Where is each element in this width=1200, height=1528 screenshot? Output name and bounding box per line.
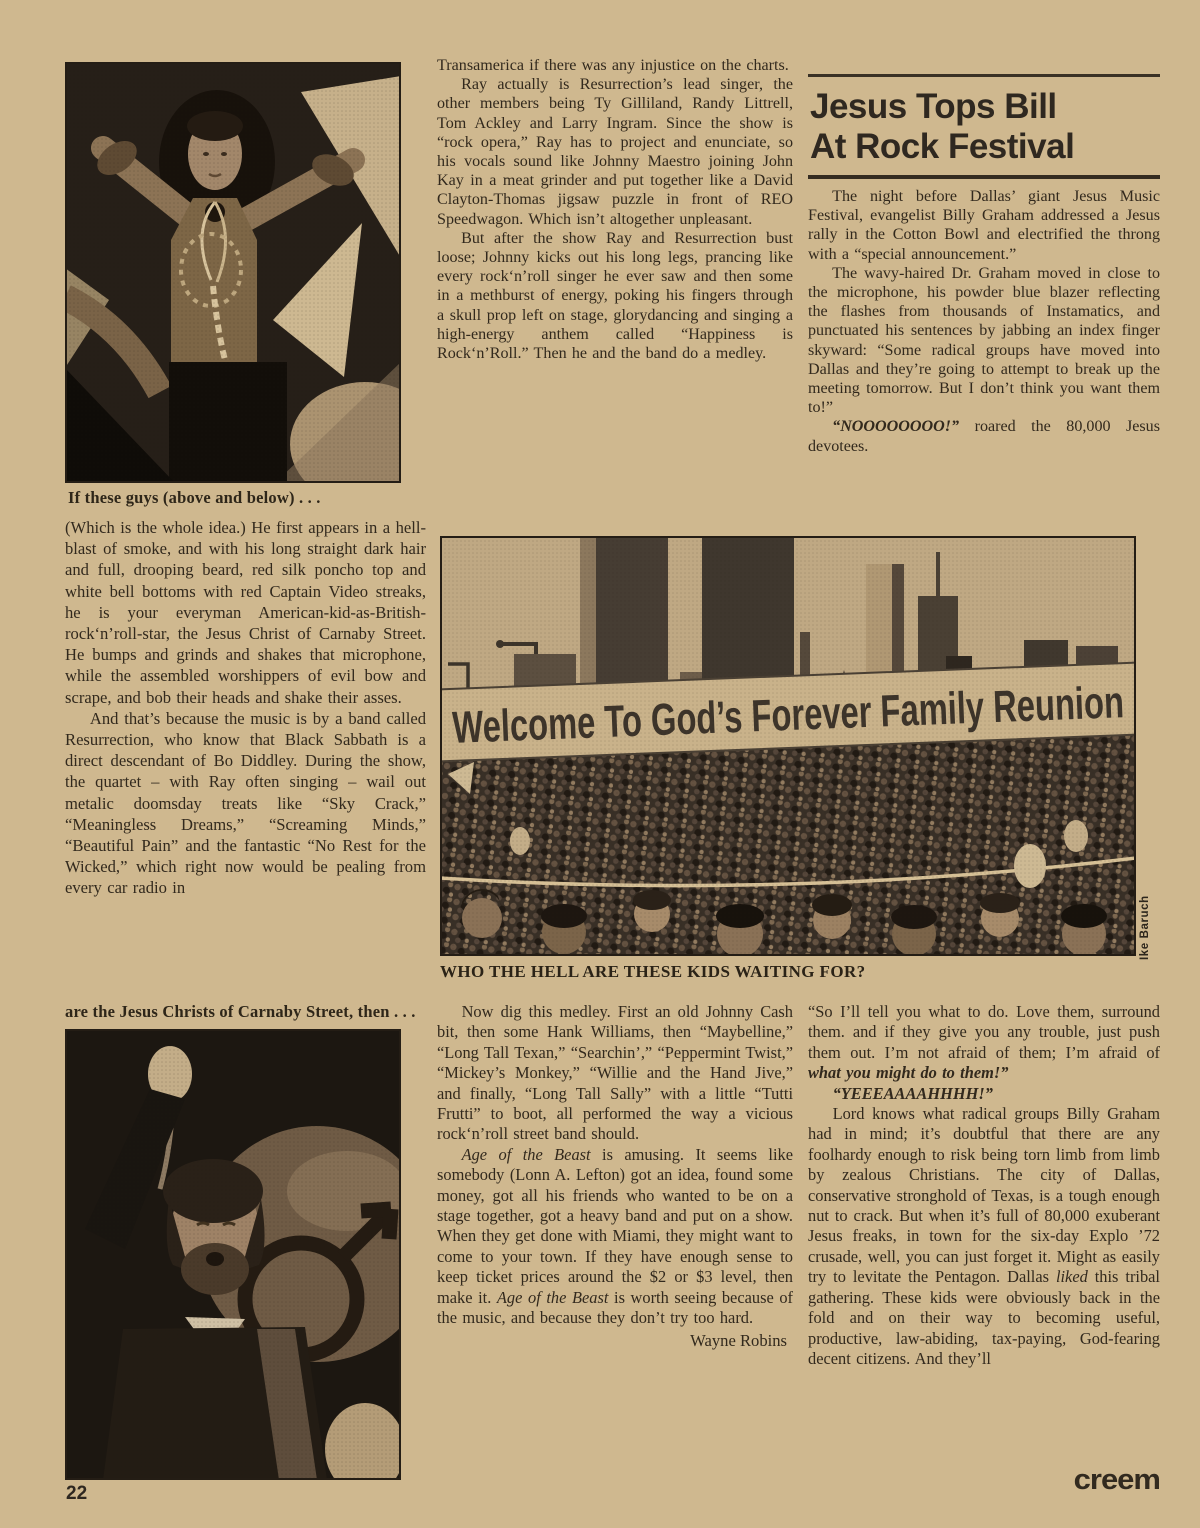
paragraph: (Which is the whole idea.) He first appears in a hell-blast of smoke, and with his long straight dark hair and full, drooping beard, red silk poncho top and white bell bottoms with red Captain Video streaks, he is your everyman American-kid-as-British-rock‘n’roll-star, the Jesus Christ of Carnaby Street. He bumps and grinds and shakes that microphone, while the assembled worshippers of evil bow and scrape, and bob their heads and shake their asses. (65, 518, 426, 707)
right-column-text (808, 187, 1160, 456)
headline-top-rule (808, 74, 1160, 77)
photo-bearded-singer-mars-symbol (65, 1029, 401, 1480)
middle-column-bottom (437, 1002, 793, 1351)
paragraph: But after the show Ray and Resurrection bust loose; Johnny kicks out his long legs, prancing like every rock‘n’roll singer he ever saw and then some in a methburst of energy, poking his fingers through a skull prop left on stage, glorydancing and singing a high-energy anthem called “Happiness is Rock‘n’Roll.” Then he and the band do a medley. (437, 229, 793, 363)
photo-credit: Ike Baruch (1139, 895, 1151, 960)
halftone-overlay (65, 1029, 401, 1480)
headline-line-2: At Rock Festival (810, 127, 1075, 166)
byline: Wayne Robins (690, 1330, 787, 1350)
paragraph: The wavy-haired Dr. Graham moved in close to the microphone, his powder blue blazer reflecting the flashes from thousands of Instamatics, and punctuated his sentences by jabbing an index finger skyward: “Some radical groups have moved into Dallas and they’re going to attempt to break up the meeting tomorrow. But I don’t think you want them to!” (808, 264, 1160, 417)
right-column-top (808, 74, 1160, 456)
paragraph: Transamerica if there was any injustice on the charts. (437, 57, 789, 74)
middle-column-top (437, 56, 793, 363)
paragraph: “So I’ll tell you what to do. Love them, surround them. and if they give you any trouble, just push them out. I’m not afraid of them; I’m afraid of what you might do to them!” (808, 1002, 1160, 1083)
halftone-overlay (65, 62, 401, 483)
paragraph: “YEEEAAAAHHHH!” (832, 1083, 993, 1103)
halftone-overlay (440, 536, 1136, 956)
paragraph: Ray actually is Resurrection’s lead singer, the other members being Ty Gilliland, Randy Littrell, Tom Ackley and Larry Ingram. Since the show is “rock opera,” Ray has to project and enunciate, so his vocals sound like Johnny Maestro joining John Kay in a meat grinder and put together like a David Clayton-Thomas jigsaw puzzle in front of REO Speedwagon. Which isn’t altogether unpleasant. (437, 76, 793, 228)
crowd-photo-caption: WHO THE HELL ARE THESE KIDS WAITING FOR? (440, 962, 866, 981)
right-column-bottom (808, 1002, 1160, 1369)
paragraph: “NOOOOOOOO!” roared the 80,000 Jesus devotees. (808, 418, 1160, 455)
paragraph: And that’s because the music is by a band called Resurrection, who know that Black Sabbath is a direct descendant of Bo Diddley. During the show, the quartet – with Ray often singing – wail out metalic doomsday treats like “Sky Crack,” “Meaningless Dreams,” “Screaming Minds,” “Beautiful Pain” and the fantastic “No Rest for the Wicked,” which right now would be pealing from every car radio in (65, 708, 426, 898)
photo-crowd-festival (440, 536, 1136, 956)
photo-singer-arms-raised (65, 62, 401, 483)
paragraph: Age of the Beast is amusing. It seems like somebody (Lonn A. Lefton) got an idea, found some money, got all his friends who wanted to be on a stage together, got a heavy band and put on a show. When they get done with Miami, they might want to come to your town. If they have enough sense to keep ticket prices around the $2 or $3 level, then make it. Age of the Beast is worth seeing because of the music, and because they don’t try too hard. (437, 1144, 793, 1328)
page-number: 22 (66, 1483, 88, 1504)
article-headline (810, 87, 1160, 167)
photo-caption-top: If these guys (above and below) . . . (68, 488, 321, 507)
left-column (65, 517, 426, 899)
paragraph: Lord knows what radical groups Billy Graham had in mind; it’s doubtful that there are any foolhardy enough to risk being torn limb from limb by zealous Christians. The city of Dallas, conservative stronghold of Texas, is a tough enough nut to crack. But when it’s full of 80,000 exuberant Jesus freaks, in town for the six-day Explo ’72 crusade, well, you can just forget it. Might as easily try to levitate the Pentagon. Dallas liked this tribal gathering. These kids were obviously back in the fold and on their way to becoming useful, productive, law-abiding, tax-paying, God-fearing decent citizens. And they’ll (808, 1104, 1160, 1368)
headline-bottom-rule (808, 175, 1160, 179)
paragraph: The night before Dallas’ giant Jesus Music Festival, evangelist Billy Graham addressed a Jesus rally in the Cotton Bowl and electrified the throng with a “special announcement.” (808, 188, 1160, 263)
photo-caption-bottom: are the Jesus Christs of Carnaby Street, then . . . (65, 1002, 416, 1021)
headline-line-1: Jesus Tops Bill (810, 87, 1057, 126)
paragraph: Now dig this medley. First an old Johnny Cash bit, then some Hank Williams, then “Maybelline,” “Long Tall Texan,” “Searchin’,” “Peppermint Twist,” “Mickey’s Monkey,” “Willie and the Hand Jive,” and finally, “Long Tall Sally” with a little “Tutti Frutti” to boot, all performed the way a vicious rock‘n’roll street band should. (437, 1002, 793, 1144)
creem-logo: creem (1073, 1463, 1160, 1496)
